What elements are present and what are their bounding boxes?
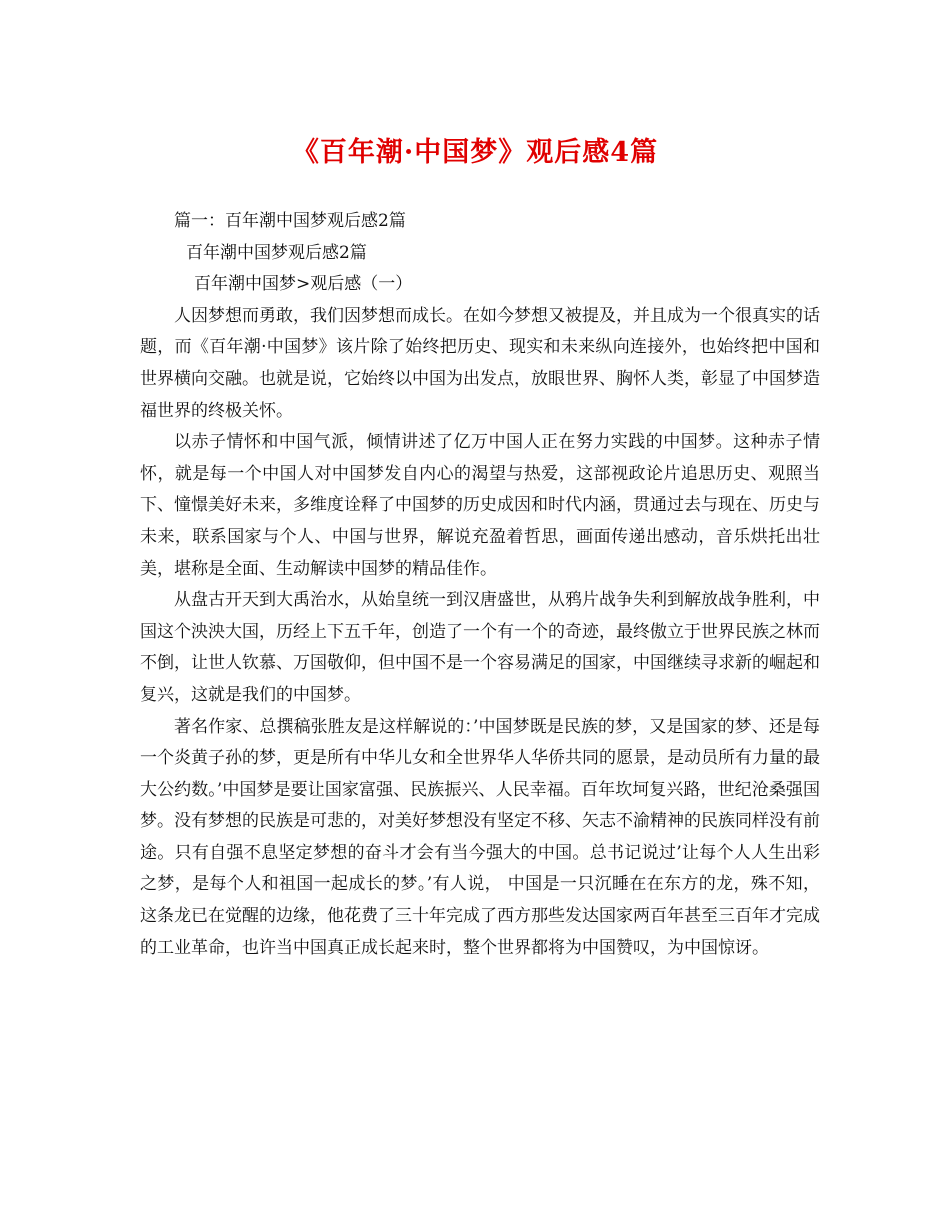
sub-heading: 百年潮中国梦观后感2篇 bbox=[186, 242, 367, 263]
paragraph-2: 以赤子情怀和中国气派，倾情讲述了亿万中国人正在努力实践的中国梦。这种赤子情怀，就是每一个中国人对中国梦发自内心的渴望与热爱，这部视政论片追思历史、观照当下、憧憬美好未来，多维度诠释了中国梦的历史成因和时代内涵，贯通过去与现在、历史与未来，联系国家与个人、中国与世界，解说充盈着哲思，画面传递出感动，音乐烘托出壮美，堪称是全面、生动解读中国梦的精品佳作。 bbox=[140, 432, 820, 579]
paragraph-4: 著名作家、总撰稿张胜友是这样解说的：’中国梦既是民族的梦，又是国家的梦、还是每一个炎黄子孙的梦，更是所有中华儿女和全世界华人华侨共同的愿景，是动员所有力量的最大公约数。’中国梦是要让国家富强、民族振兴、人民幸福。百年坎坷复兴路，世纪沧桑强国梦。没有梦想的民族是可悲的，对美好梦想没有坚定不移、矢志不渝精神的民族同样没有前途。只有自强不息坚定梦想的奋斗才会有当今强大的中国。总书记说过’让每个人人生出彩之梦，是每个人和祖国一起成长的梦。’有人说， 中国是一只沉睡在在东方的龙，殊不知，这条龙已在觉醒的边缘，他花费了三十年完成了西方那些发达国家两百年甚至三百年才完成的工业革命，也许当中国真正成长起来时，整个世界都将为中国赞叹，为中国惊讶。 bbox=[140, 716, 820, 958]
document-body bbox=[140, 206, 820, 964]
paragraph-3: 从盘古开天到大禹治水，从始皇统一到汉唐盛世，从鸦片战争失利到解放战争胜利，中国这个泱泱大国，历经上下五千年，创造了一个有一个的奇迹，最终傲立于世界民族之林而不倒，让世人钦慕、万国敬仰，但中国不是一个容易满足的国家，中国继续寻求新的崛起和复兴，这就是我们的中国梦。 bbox=[140, 590, 820, 705]
sub-sub-heading: 百年潮中国梦>观后感（一） bbox=[194, 274, 413, 295]
document-title: 《百年潮·中国梦》观后感4篇 bbox=[291, 137, 659, 168]
section-heading: 篇一：百年潮中国梦观后感2篇 bbox=[174, 211, 406, 231]
paragraph-1: 人因梦想而勇敢，我们因梦想而成长。在如今梦想又被提及，并且成为一个很真实的话题，而《百年潮·中国梦》该片除了始终把历史、现实和未来纵向连接外，也始终把中国和世界横向交融。也就是说，它始终以中国为出发点，放眼世界、胸怀人类，彰显了中国梦造福世界的终极关怀。 bbox=[140, 305, 820, 421]
